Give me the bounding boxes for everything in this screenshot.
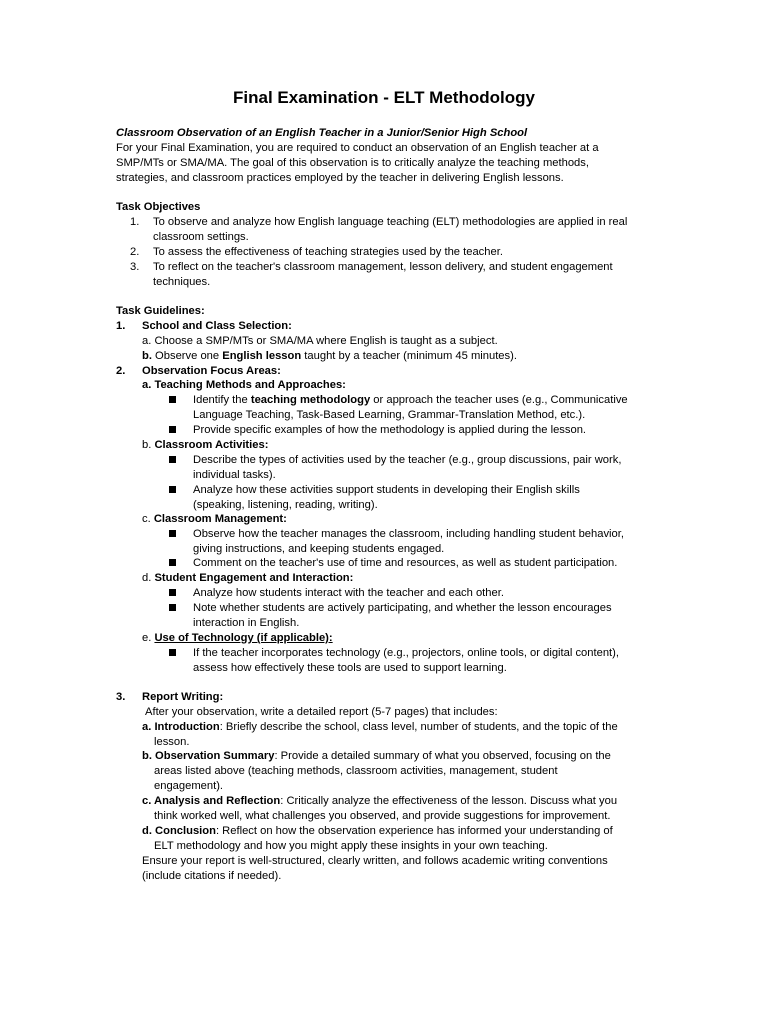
bullet-text: Analyze how students interact with the teacher and each other. <box>193 587 504 599</box>
section-number: 1. <box>116 320 126 332</box>
section-title: School and Class Selection: <box>142 320 292 332</box>
report-item-cont: lesson. <box>154 736 190 748</box>
bullet-text: Note whether students are actively participating, and whether the lesson encourages <box>193 602 612 614</box>
objectives-heading: Task Objectives <box>116 201 201 213</box>
intro-line: SMP/MTs or SMA/MA. The goal of this observation is to critically analyze the teaching methods, <box>116 157 589 169</box>
list-item: a. Choose a SMP/MTs or SMA/MA where English is taught as a subject. <box>142 335 498 347</box>
intro-heading: Classroom Observation of an English Teacher in a Junior/Senior High School <box>116 127 528 139</box>
report-item: a. Introduction: Briefly describe the school, class level, number of students, and the topic of the <box>142 721 618 733</box>
bullet-text: Describe the types of activities used by the teacher (e.g., group discussions, pair work, <box>193 454 622 466</box>
intro-line: For your Final Examination, you are required to conduct an observation of an English teacher at a <box>116 142 599 154</box>
bullet-square-icon <box>169 559 176 566</box>
report-item: b. Observation Summary: Provide a detailed summary of what you observed, focusing on the <box>142 750 611 762</box>
bullet-text: giving instructions, and keeping students engaged. <box>193 543 445 555</box>
bullet-text: Provide specific examples of how the methodology is applied during the lesson. <box>193 424 587 436</box>
section-title: Report Writing: <box>142 691 224 703</box>
bullet-text: assess how effectively these tools are used to support learning. <box>193 662 507 674</box>
bullet-square-icon <box>169 649 176 656</box>
bullet-text: individual tasks). <box>193 469 276 481</box>
report-outro: Ensure your report is well-structured, clearly written, and follows academic writing conventions <box>142 855 608 867</box>
bullet-square-icon <box>169 604 176 611</box>
bullet-text: (speaking, listening, reading, writing). <box>193 499 378 511</box>
subsection-label: a. Teaching Methods and Approaches: <box>142 379 346 391</box>
report-item-cont: areas listed above (teaching methods, classroom activities, management, student <box>154 765 558 777</box>
bullet-square-icon <box>169 589 176 596</box>
bullet-square-icon <box>169 426 176 433</box>
subsection-label: c. Classroom Management: <box>142 513 287 525</box>
report-item-cont: think worked well, what challenges you observed, and provide suggestions for improvement. <box>154 810 611 822</box>
list-item: b. Observe one English lesson taught by a teacher (minimum 45 minutes). <box>142 350 517 362</box>
bullet-square-icon <box>169 486 176 493</box>
bullet-text: Observe how the teacher manages the classroom, including handling student behavior, <box>193 528 624 540</box>
intro-line: strategies, and classroom practices employed by the teacher in delivering English lessons. <box>116 172 564 184</box>
section-number: 2. <box>116 365 126 377</box>
report-item: c. Analysis and Reflection: Critically analyze the effectiveness of the lesson. Discuss what you <box>142 795 618 807</box>
guidelines-heading: Task Guidelines: <box>116 305 205 317</box>
bullet-text: interaction in English. <box>193 617 300 629</box>
objective-number: 3. <box>130 261 140 273</box>
bullet-square-icon <box>169 456 176 463</box>
subsection-label: d. Student Engagement and Interaction: <box>142 572 354 584</box>
bullet-square-icon <box>169 396 176 403</box>
objective-number: 2. <box>130 246 140 258</box>
bullet-text: Comment on the teacher's use of time and resources, as well as student participation. <box>193 557 618 569</box>
objective-text: To observe and analyze how English language teaching (ELT) methodologies are applied in real <box>153 216 628 228</box>
section-title: Observation Focus Areas: <box>142 365 281 377</box>
subsection-label: e. Use of Technology (if applicable): <box>142 632 333 644</box>
subsection-label: b. Classroom Activities: <box>142 439 269 451</box>
objective-text: To reflect on the teacher's classroom management, lesson delivery, and student engagement <box>153 261 613 273</box>
report-item-cont: engagement). <box>154 780 224 792</box>
page-title: Final Examination - ELT Methodology <box>233 88 535 107</box>
report-item: d. Conclusion: Reflect on how the observation experience has informed your understanding of <box>142 825 613 837</box>
objective-number: 1. <box>130 216 140 228</box>
bullet-text: Identify the teaching methodology or approach the teacher uses (e.g., Communicative <box>193 394 628 406</box>
report-intro: After your observation, write a detailed report (5-7 pages) that includes: <box>145 706 498 718</box>
section-number: 3. <box>116 691 126 703</box>
objective-text: techniques. <box>153 276 211 288</box>
objective-text: classroom settings. <box>153 231 249 243</box>
bullet-text: Language Teaching, Task-Based Learning, Grammar-Translation Method, etc.). <box>193 409 586 421</box>
report-outro: (include citations if needed). <box>142 870 282 882</box>
bullet-text: If the teacher incorporates technology (e.g., projectors, online tools, or digital content), <box>193 647 619 659</box>
objective-text: To assess the effectiveness of teaching strategies used by the teacher. <box>153 246 503 258</box>
bullet-text: Analyze how these activities support students in developing their English skills <box>193 484 580 496</box>
bullet-square-icon <box>169 530 176 537</box>
report-item-cont: ELT methodology and how you might apply these insights in your own teaching. <box>154 840 548 852</box>
